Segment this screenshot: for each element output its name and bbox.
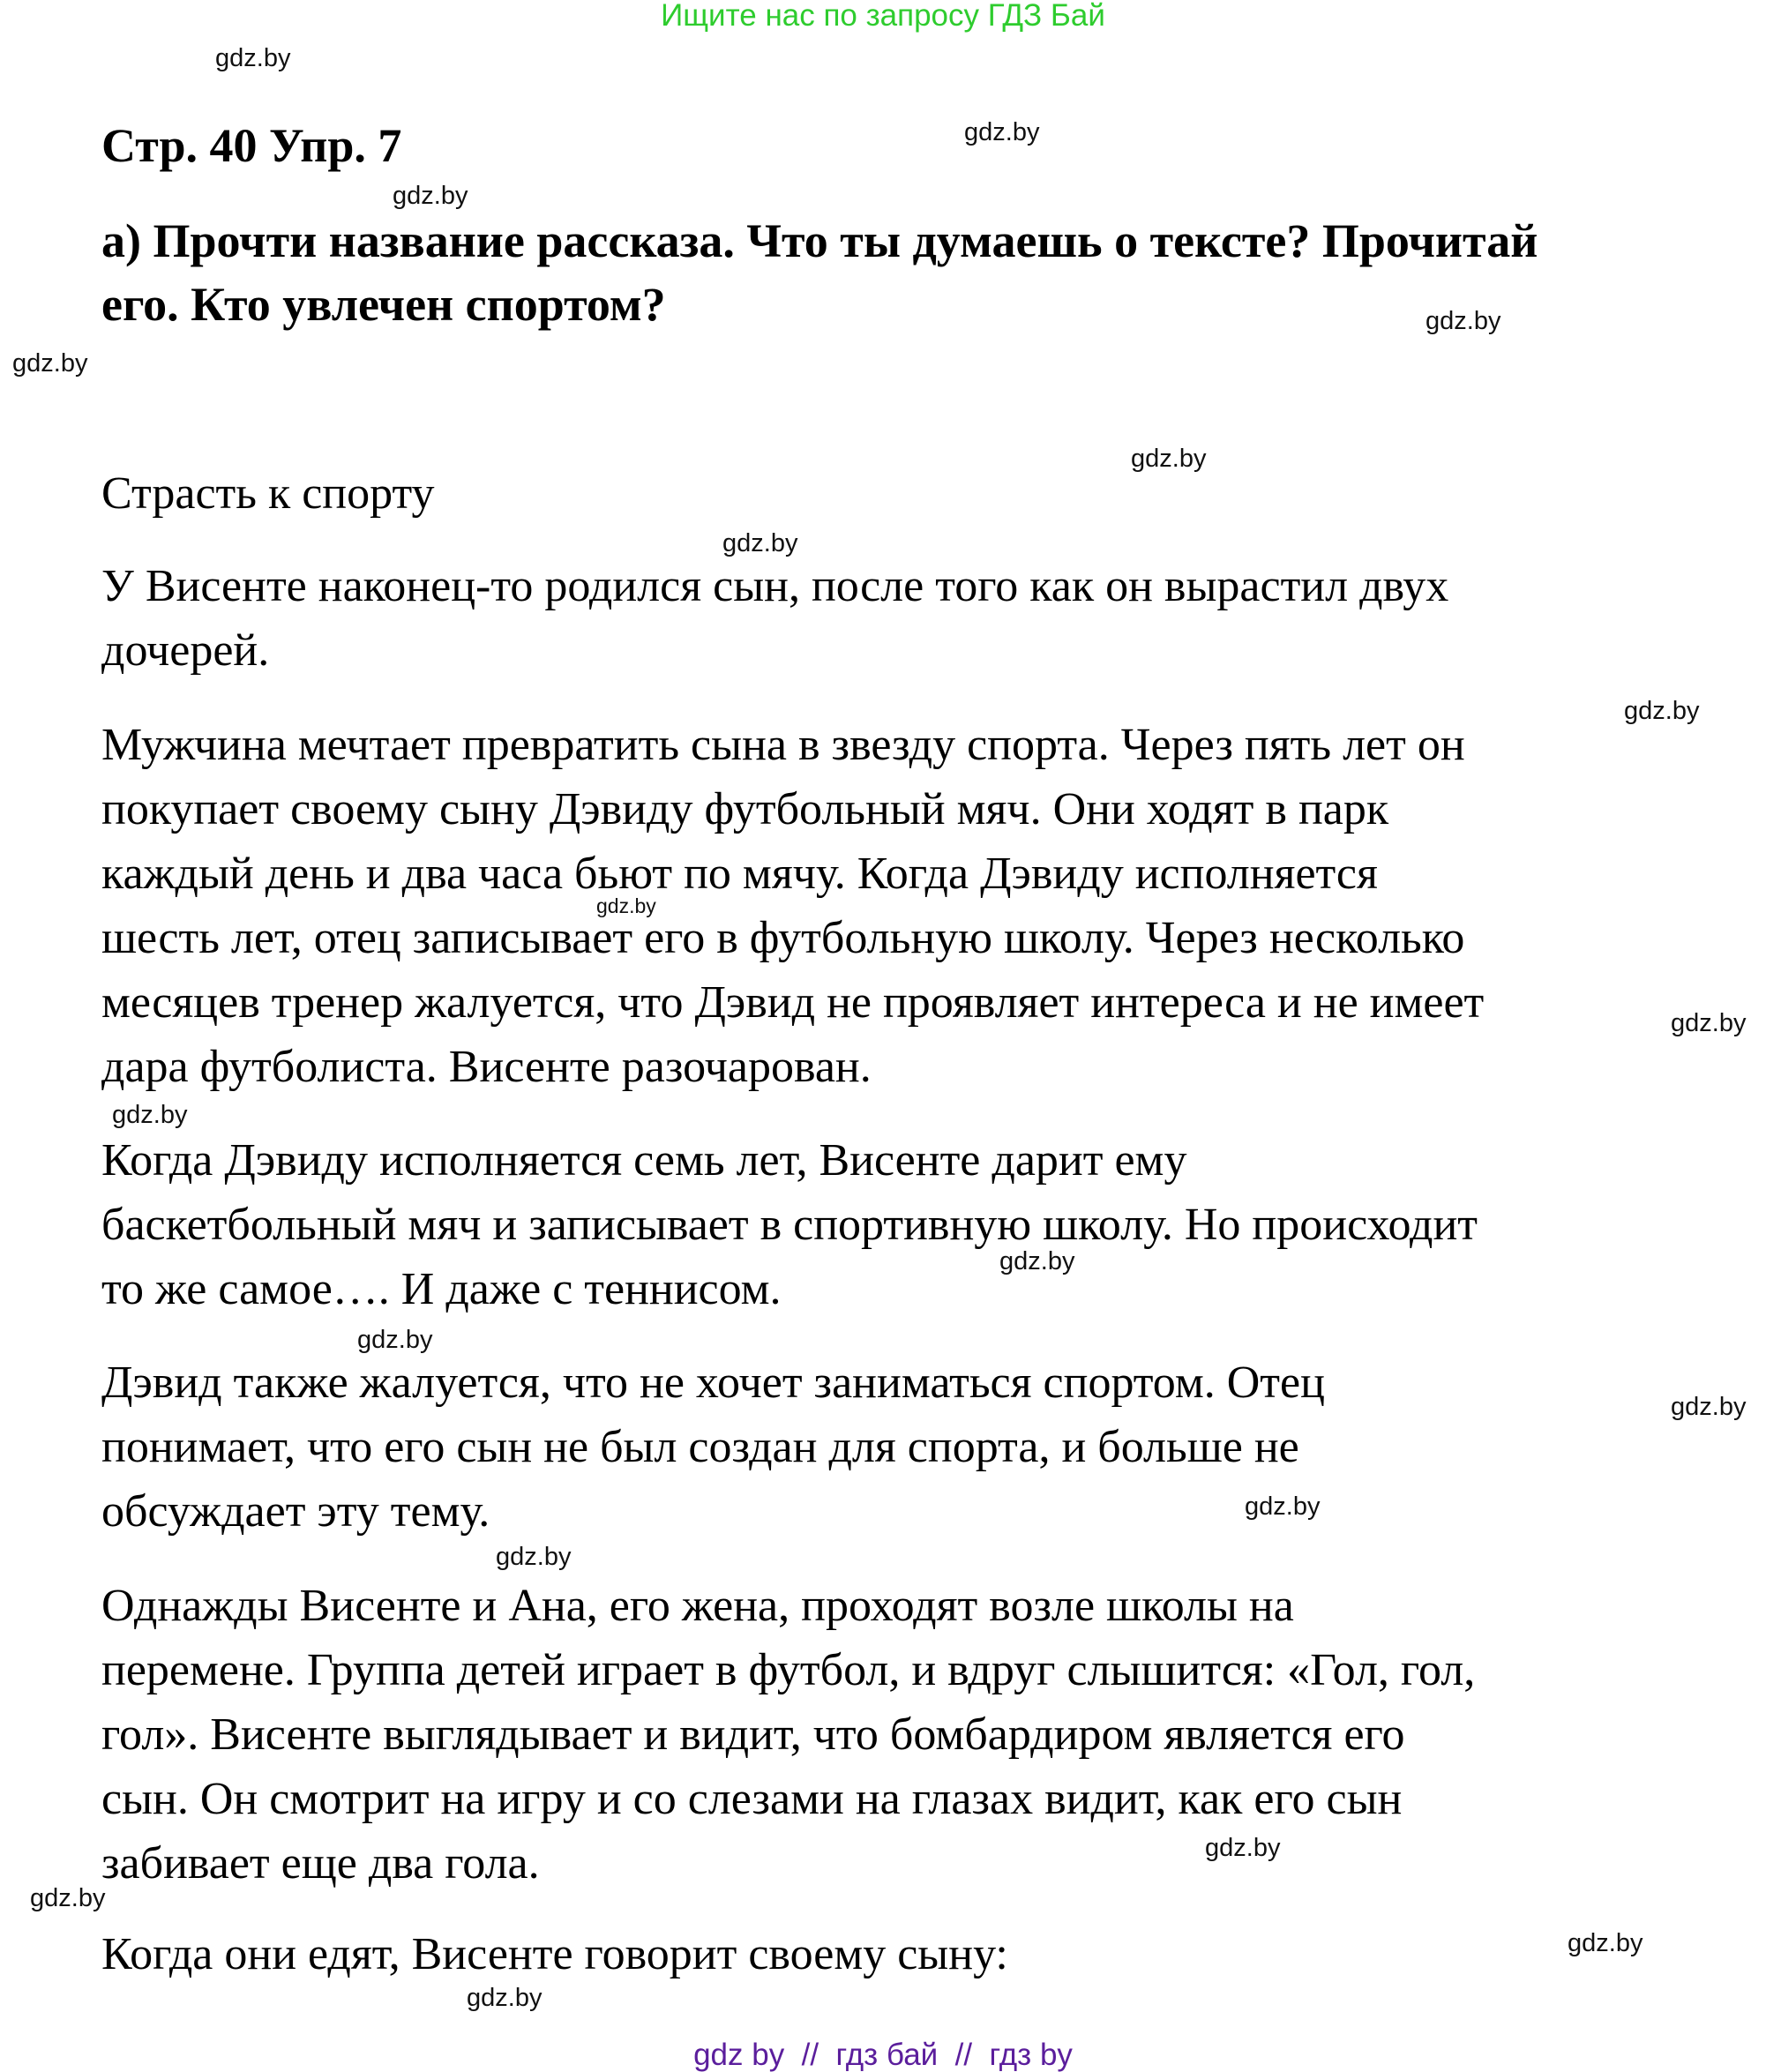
line: сын. Он смотрит на игру и со слезами на глазах видит, как его сын [101,1774,1403,1824]
line: покупает своему сыну Дэвиду футбольный мяч. Они ходят в парк [101,784,1389,834]
watermark: gdz.by [112,1101,188,1129]
line: дочерей. [101,625,270,676]
watermark: gdz.by [1671,1393,1747,1421]
line: то же самое…. И даже с теннисом. [101,1264,782,1314]
paragraph [101,554,1448,683]
watermark: gdz.by [1205,1834,1281,1862]
line: забивает еще два гола. [101,1838,540,1889]
paragraph [101,1922,1008,1986]
page-heading: Стр. 40 Упр. 7 [101,119,402,172]
watermark: gdz.by [215,44,291,72]
watermark: gdz.by [357,1326,433,1354]
line: Дэвид также жалуется, что не хочет заниматься спортом. Отец [101,1358,1325,1408]
line: Когда они едят, Висенте говорит своему сыну: [101,1929,1008,1979]
paragraph [101,713,1484,1099]
watermark: gdz.by [596,894,656,917]
story-title: Страсть к спорту [101,468,435,519]
line: месяцев тренер жалуется, что Дэвид не проявляет интереса и не имеет [101,977,1485,1028]
watermark: gdz.by [1426,307,1501,335]
watermark: gdz.by [722,529,798,557]
watermark: gdz.by [1568,1929,1643,1957]
footer-links: gdz by // гдз бай // гдз by [693,2038,1073,2072]
line: шесть лет, отец записывает его в футбольную школу. Через несколько [101,913,1465,963]
line: гол». Висенте выглядывает и видит, что бомбардиром является его [101,1709,1405,1760]
line: У Висенте наконец-то родился сын, после того как он вырастил двух [101,561,1449,611]
line: обсуждает эту тему. [101,1486,490,1537]
task-line: его. Кто увлечен спортом? [101,278,666,331]
watermark: gdz.by [1624,697,1700,725]
line: дара футболиста. Висенте разочарован. [101,1042,872,1092]
task-text [101,209,1538,336]
task-line: а) Прочти название рассказа. Что ты думаешь о тексте? Прочитай [101,214,1538,267]
watermark: gdz.by [12,349,88,378]
line: понимает, что его сын не был создан для спорта, и больше не [101,1422,1299,1472]
watermark: gdz.by [1131,445,1207,473]
paragraph [101,1350,1325,1544]
watermark: gdz.by [1245,1492,1321,1521]
line: Мужчина мечтает превратить сына в звезду спорта. Через пять лет он [101,720,1465,770]
line: баскетбольный мяч и записывает в спортивную школу. Но происходит [101,1200,1478,1250]
watermark: gdz.by [30,1884,106,1912]
line: каждый день и два часа бьют по мячу. Когда Дэвиду исполняется [101,849,1378,899]
watermark: gdz.by [496,1543,572,1571]
search-banner: Ищите нас по запросу ГДЗ Бай [661,0,1105,33]
paragraph [101,1128,1478,1321]
watermark: gdz.by [393,182,468,210]
line: Однажды Висенте и Ана, его жена, проходят возле школы на [101,1581,1294,1631]
line: Когда Дэвиду исполняется семь лет, Висенте дарит ему [101,1135,1187,1186]
watermark: gdz.by [467,1984,543,2012]
watermark: gdz.by [999,1247,1075,1275]
line: перемене. Группа детей играет в футбол, и вдруг слышится: «Гол, гол, [101,1645,1476,1695]
watermark: gdz.by [1671,1009,1747,1037]
watermark: gdz.by [964,118,1040,146]
